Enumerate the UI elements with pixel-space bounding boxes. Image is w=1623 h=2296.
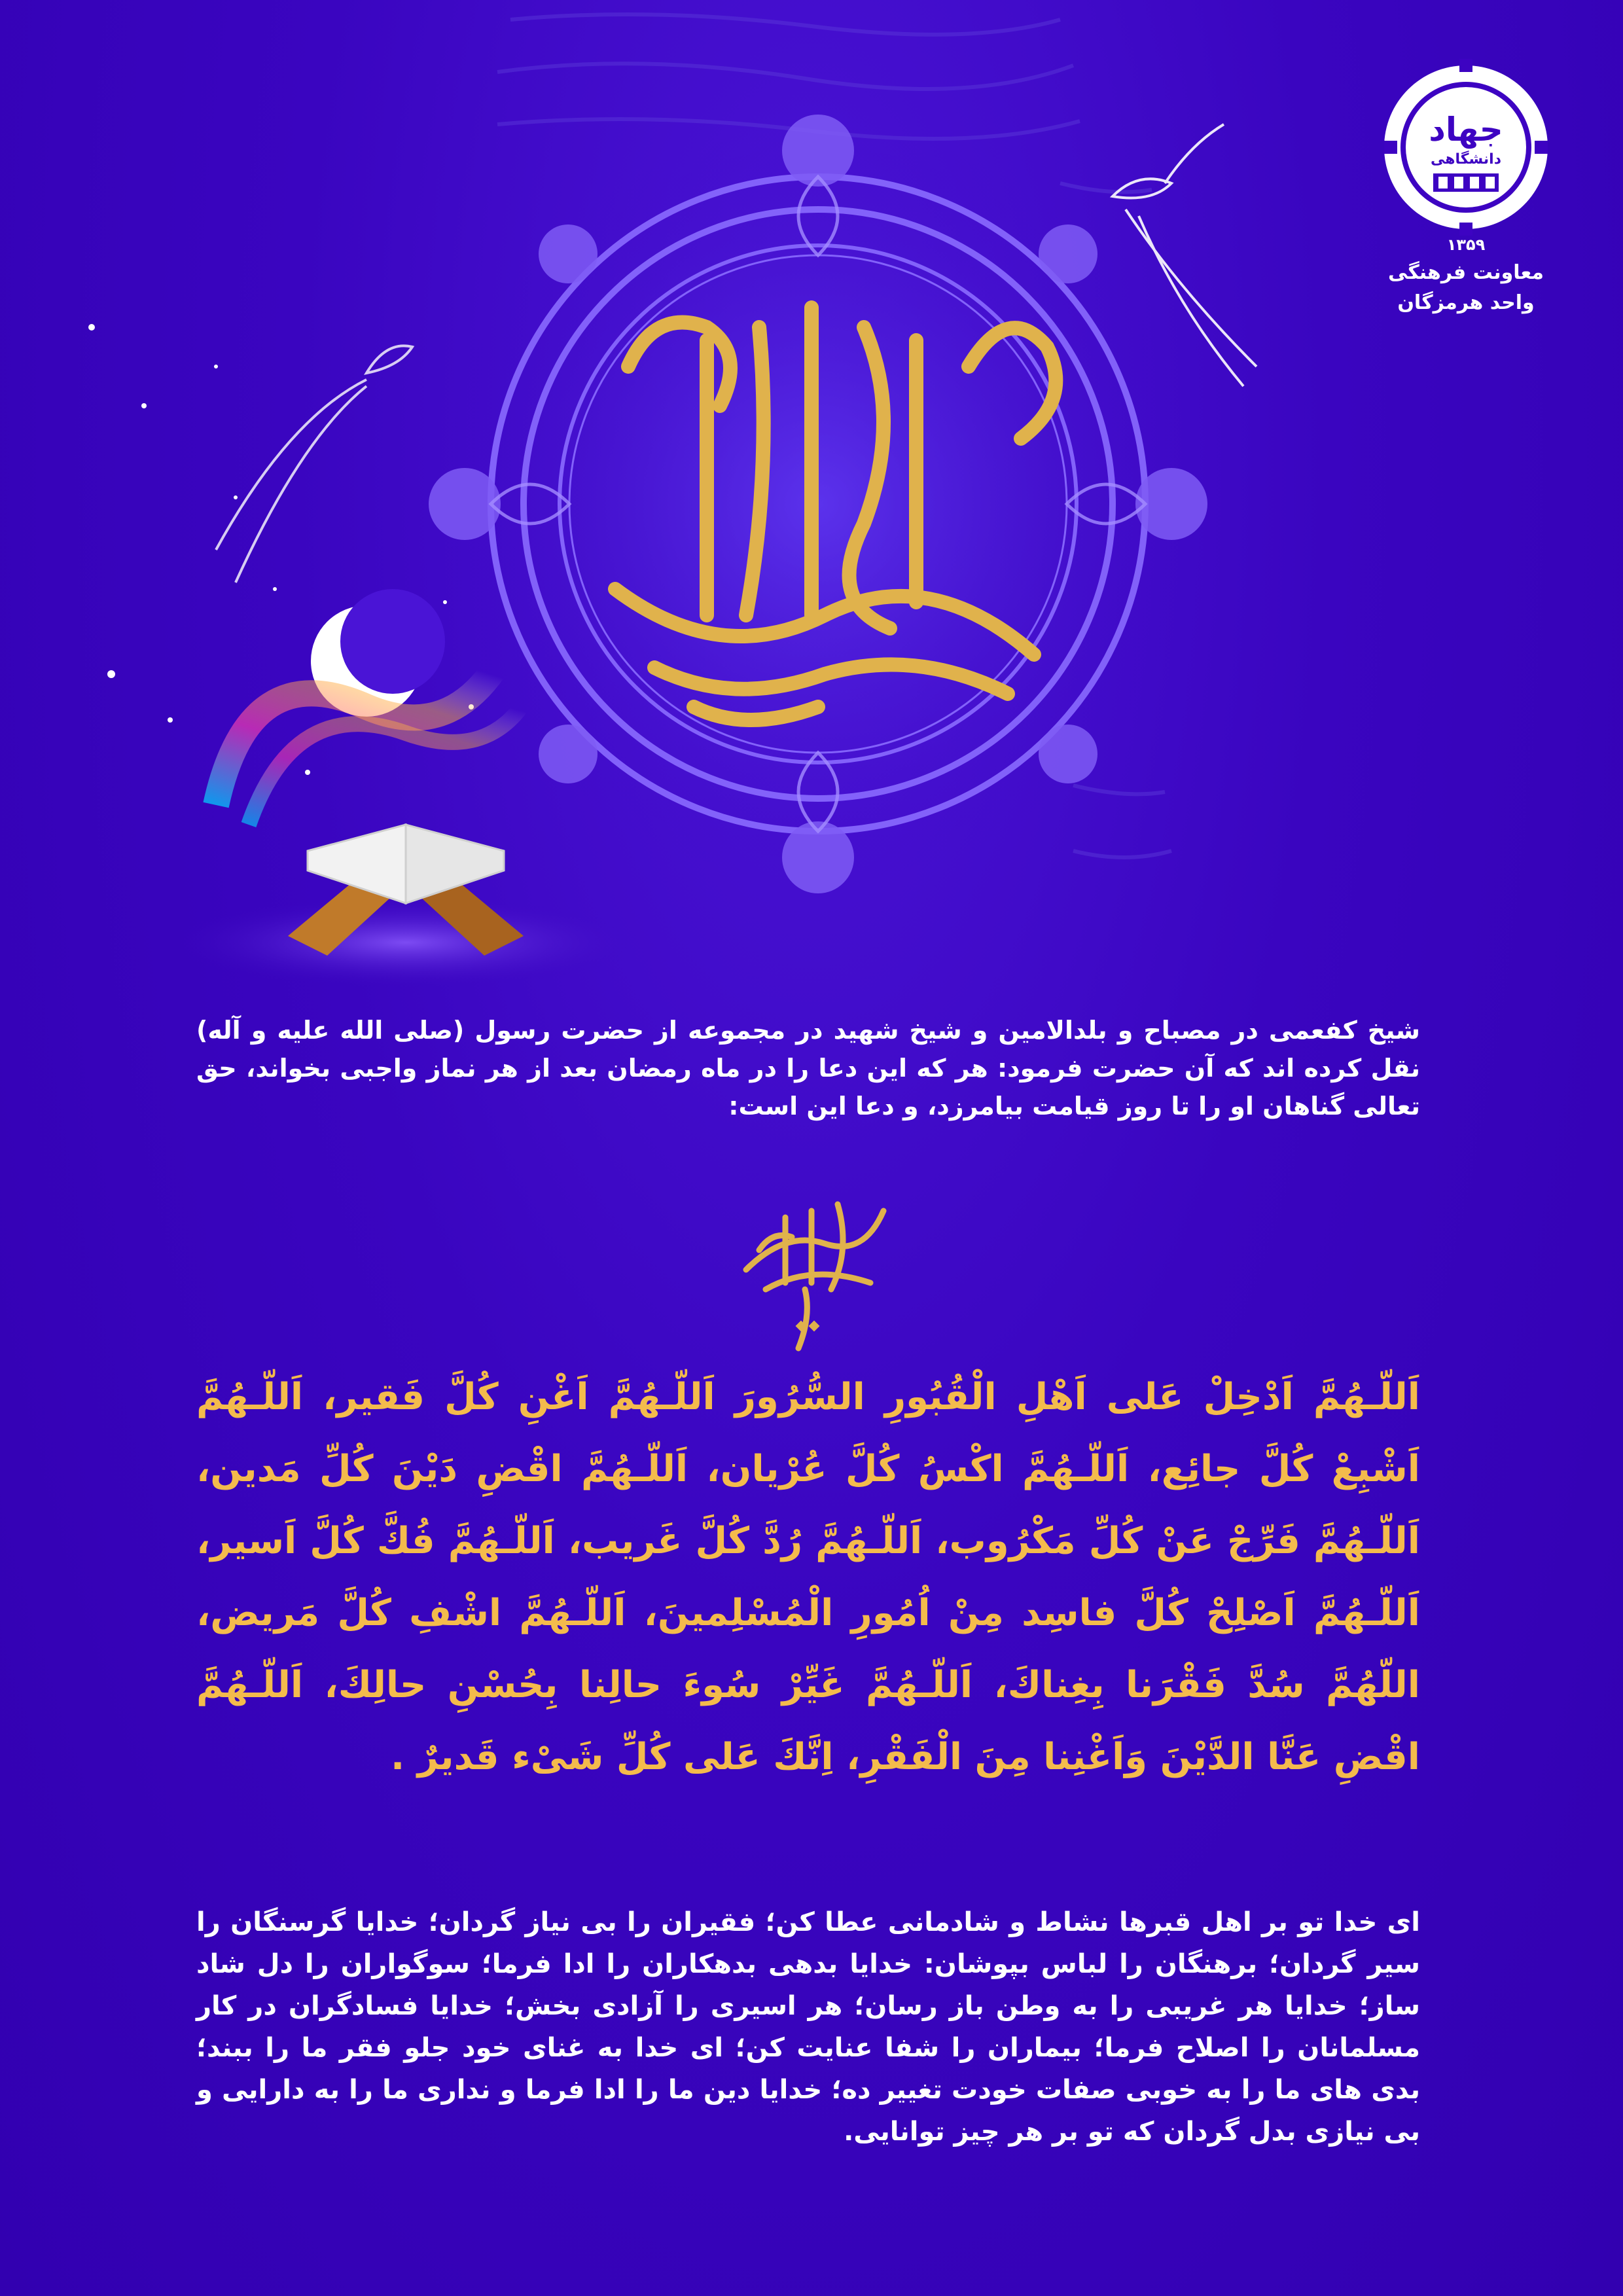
jahad-daneshgahi-logo bbox=[1381, 59, 1551, 334]
intro-paragraph: شیخ کفعمی در مصباح و بلدالامین و شیخ شهید در مجموعه از حضرت رسول (صلی الله علیه و آله) نقل کرده اند که آن حضرت فرمود: هر که این دعا را در ماه رمضان بعد از هر نماز واجبی بخواند، حق تعالی گناهان او را تا روز قیامت بیامرزد، و دعا این است: bbox=[196, 1016, 1420, 1121]
logo-sub: دانشگاهی bbox=[1430, 151, 1502, 168]
medallion bbox=[429, 115, 1207, 893]
ramadan-artwork bbox=[0, 0, 1623, 1021]
logo-brand: جهاد bbox=[1429, 111, 1503, 149]
logo-year: ۱۳۵۹ bbox=[1446, 236, 1486, 254]
logo-emblem-icon bbox=[1381, 59, 1551, 255]
basmala-calligraphy-icon bbox=[720, 1172, 903, 1355]
dua-arabic-text: اَللّـهُمَّ اَدْخِلْ عَلى اَهْلِ الْقُبُورِ السُّرُورَ اَللّـهُمَّ اَغْنِ كُلَّ فَقير، اَللّـهُمَّ اَشْبِعْ كُلَّ جائِع، اَللّـهُمَّ اكْسُ كُلَّ عُرْيان، اَللّـهُمَّ اقْضِ دَيْنَ كُلِّ مَدين، اَللّـهُمَّ فَرِّجْ عَنْ كُلِّ مَكْرُوب، اَللّـهُمَّ رُدَّ كُلَّ غَريب، اَللّـهُمَّ فُكَّ كُلَّ اَسير، اَللّـهُمَّ اَصْلِحْ كُلَّ فاسِد مِنْ اُمُورِ الْمُسْلِمينَ، اَللّـهُمَّ اشْفِ كُلَّ مَريض، اللّهُمَّ سُدَّ فَقْرَنا بِغِناكَ، اَللّـهُمَّ غَيِّرْ سُوءَ حالِنا بِحُسْنِ حالِكَ، اَللّـهُمَّ اقْضِ عَنَّا الدَّيْنَ وَاَغْنِنا مِنَ الْفَقْرِ، اِنَّكَ عَلى كُلِّ شَىْء قَديرٌ . bbox=[196, 1376, 1420, 1778]
bird-icon bbox=[216, 346, 412, 583]
quran-on-stand-icon bbox=[170, 825, 641, 988]
dua-persian-translation: ای خدا تو بر اهل قبرها نشاط و شادمانی عطا کن؛ فقیران را بی نیاز گردان؛ خدایا گرسنگان را سیر گردان؛ برهنگان را لباس بپوشان: خدایا بدهی بدهکاران را ادا فرما؛ سوگواران را دل شاد ساز؛ خدایا هر غریبی را به وطن باز رسان؛ هر اسیری را آزادی بخش؛ خدایا فسادگران در کار مسلمانان را اصلاح فرما؛ بیماران را شفا عنایت کن؛ ای خدا به غنای خود جلو فقر ما را ببند؛ بدی های ما را به خوبی صفات خودت تغییر ده؛ خدایا دین ما را ادا فرما و نداری ما را به دارایی و بی نیازی بدل گردان که تو بر هر چیز توانایی. bbox=[196, 1907, 1420, 2147]
logo-caption-line1: معاونت فرهنگی bbox=[1387, 261, 1544, 284]
logo-caption-line2: واحد هرمزگان bbox=[1397, 291, 1535, 314]
